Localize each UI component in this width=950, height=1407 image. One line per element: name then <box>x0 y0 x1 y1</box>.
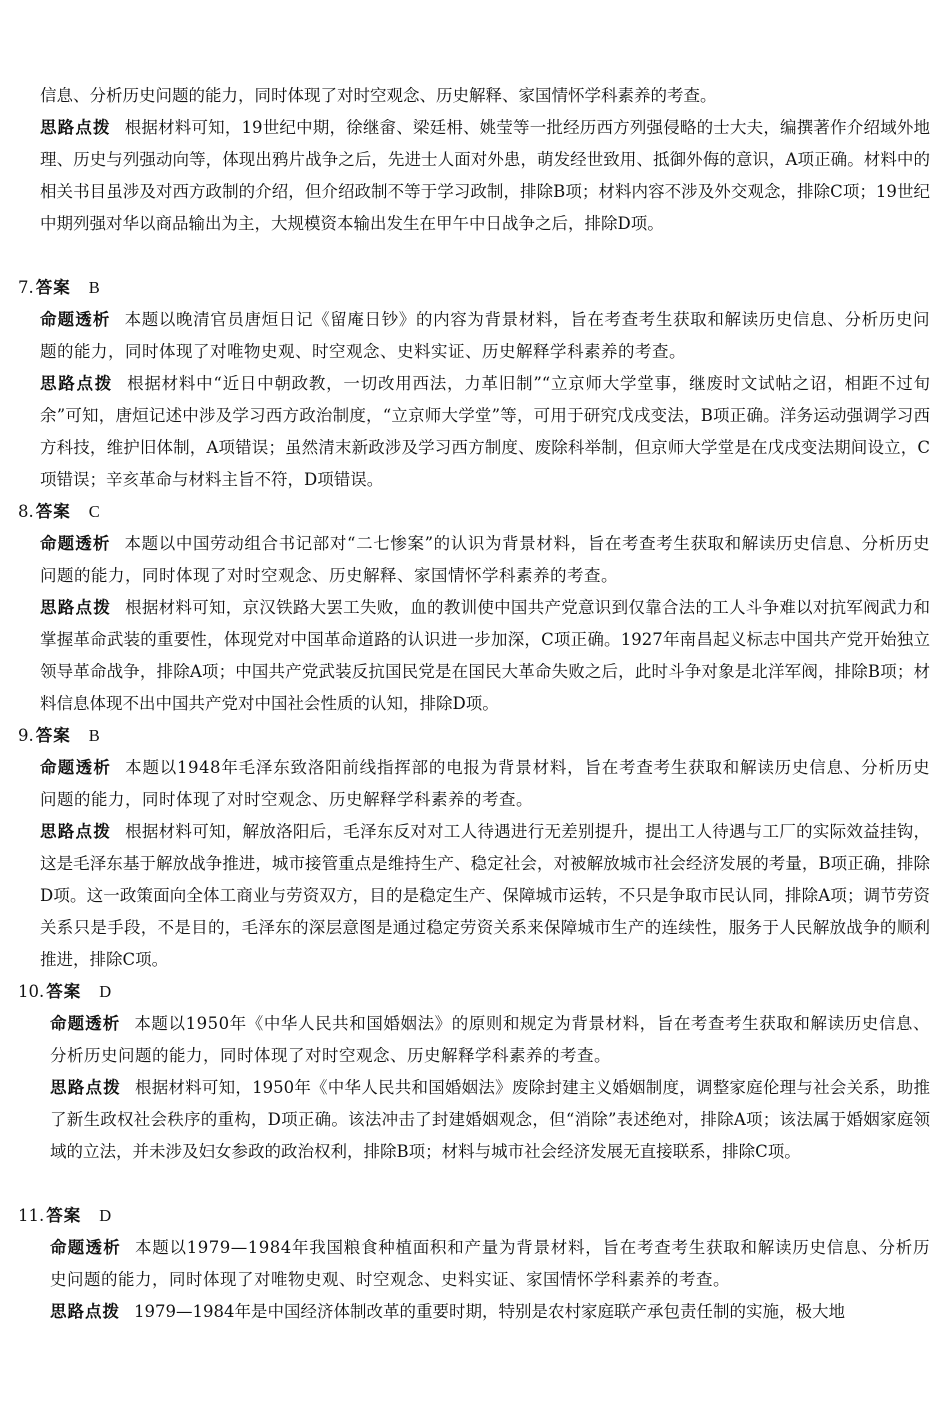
analysis-label: 思路点拨 <box>40 822 112 841</box>
question-number: 10. <box>18 982 45 1001</box>
question-10-answer-row <box>18 976 111 1008</box>
answer-value: D <box>99 982 112 1001</box>
intent-text: 本题以中国劳动组合书记部对“二七惨案”的认识为背景材料，旨在考查考生获取和解读历史信息、分析历史问题的能力，同时体现了对时空观念、历史解释、家国情怀学科素养的考查。 <box>40 534 930 585</box>
question-number: 7. <box>18 278 34 297</box>
question-number: 8. <box>18 502 34 521</box>
question-10-intent <box>50 1008 930 1072</box>
analysis-text: 1979—1984年是中国经济体制改革的重要时期，特别是农村家庭联产承包责任制的实施，极大地 <box>134 1302 845 1321</box>
intent-label: 命题透析 <box>40 758 112 777</box>
question-number: 11. <box>18 1206 45 1225</box>
question-11-analysis <box>50 1296 930 1328</box>
question-8-answer-row <box>18 496 100 528</box>
question-8-analysis <box>40 592 930 720</box>
question-9-answer-row <box>18 720 100 752</box>
analysis-label: 思路点拨 <box>40 118 111 137</box>
answer-label: 答案 <box>35 502 71 521</box>
intent-text: 本题以1948年毛泽东致洛阳前线指挥部的电报为背景材料，旨在考查考生获取和解读历史信息、分析历史问题的能力，同时体现了对时空观念、历史解释学科素养的考查。 <box>40 758 930 809</box>
answer-label: 答案 <box>46 1206 82 1225</box>
analysis-label: 思路点拨 <box>50 1302 120 1321</box>
question-7-intent <box>40 304 930 368</box>
question-9-intent <box>40 752 930 816</box>
intent-label: 命题透析 <box>50 1014 121 1033</box>
answer-value: C <box>88 502 100 521</box>
answer-value: B <box>88 726 100 745</box>
analysis-label: 思路点拨 <box>50 1078 121 1097</box>
question-7-analysis <box>40 368 930 496</box>
question-7-answer-row <box>18 272 100 304</box>
question-9-analysis <box>40 816 930 976</box>
question-11-answer-row <box>18 1200 111 1232</box>
analysis-text: 根据材料中“近日中朝政教，一切改用西法，力革旧制”“立京师大学堂事，继废时文试帖之诏，相距不过旬余”可知，唐烜记述中涉及学习西方政治制度，“立京师大学堂”等，可用于研究戊戌变法，B项正确。洋务运动强调学习西方科技，维护旧体制，A项错误；虽然清末新政涉及学习西方制度、废除科举制，但京师大学堂是在戊戌变法期间设立，C项错误；辛亥革命与材料主旨不符，D项错误。 <box>40 374 931 489</box>
q6-analysis <box>40 112 930 240</box>
analysis-label: 思路点拨 <box>40 598 112 617</box>
analysis-text: 根据材料可知，解放洛阳后，毛泽东反对对工人待遇进行无差别提升，提出工人待遇与工厂的实际效益挂钩，这是毛泽东基于解放战争推进，城市接管重点是维持生产、稳定社会，对被解放城市社会经济发展的考量，B项正确，排除D项。这一政策面向全体工商业与劳资双方，目的是稳定生产、保障城市运转，不只是争取市民认同，排除A项；调节劳资关系只是手段，不是目的，毛泽东的深层意图是通过稳定劳资关系来保障城市生产的连续性，服务于人民解放战争的顺利推进，排除C项。 <box>40 822 931 969</box>
question-11-intent <box>50 1232 930 1296</box>
intent-label: 命题透析 <box>40 534 111 553</box>
continued-text: 信息、分析历史问题的能力，同时体现了对时空观念、历史解释、家国情怀学科素养的考查。 <box>40 86 717 105</box>
answer-value: B <box>88 278 100 297</box>
question-10-analysis <box>50 1072 930 1168</box>
intent-label: 命题透析 <box>40 310 111 329</box>
answer-label: 答案 <box>35 726 71 745</box>
answer-label: 答案 <box>46 982 82 1001</box>
analysis-text: 根据材料可知，1950年《中华人民共和国婚姻法》废除封建主义婚姻制度，调整家庭伦理与社会关系，助推了新生政权社会秩序的重构，D项正确。该法冲击了封建婚姻观念，但“消除”表述绝对，排除A项；该法属于婚姻家庭领域的立法，并未涉及妇女参政的政治权利，排除B项；材料与城市社会经济发展无直接联系，排除C项。 <box>50 1078 931 1161</box>
analysis-text: 根据材料可知，19世纪中期，徐继畲、梁廷枏、姚莹等一批经历西方列强侵略的士大夫，编撰著作介绍域外地理、历史与列强动向等，体现出鸦片战争之后，先进士人面对外患，萌发经世致用、抵御外侮的意识，A项正确。材料中的相关书目虽涉及对西方政制的介绍，但介绍政制不等于学习政制，排除B项；材料内容不涉及外交观念，排除C项；19世纪中期列强对华以商品输出为主，大规模资本输出发生在甲午中日战争之后，排除D项。 <box>40 118 931 233</box>
question-number: 9. <box>18 726 34 745</box>
analysis-label: 思路点拨 <box>40 374 114 393</box>
intent-text: 本题以1950年《中华人民共和国婚姻法》的原则和规定为背景材料，旨在考查考生获取和解读历史信息、分析历史问题的能力，同时体现了对时空观念、历史解释学科素养的考查。 <box>50 1014 931 1065</box>
answer-label: 答案 <box>35 278 71 297</box>
intent-text: 本题以晚清官员唐烜日记《留庵日钞》的内容为背景材料，旨在考查考生获取和解读历史信息、分析历史问题的能力，同时体现了对唯物史观、时空观念、史料实证、历史解释学科素养的考查。 <box>40 310 931 361</box>
intent-label: 命题透析 <box>50 1238 122 1257</box>
intent-text: 本题以1979—1984年我国粮食种植面积和产量为背景材料，旨在考查考生获取和解读历史信息、分析历史问题的能力，同时体现了对唯物史观、时空观念、史料实证、家国情怀学科素养的考查。 <box>50 1238 931 1289</box>
analysis-text: 根据材料可知，京汉铁路大罢工失败，血的教训使中国共产党意识到仅靠合法的工人斗争难以对抗军阀武力和掌握革命武装的重要性，体现党对中国革命道路的认识进一步加深，C项正确。1927年南昌起义标志中国共产党开始独立领导革命战争，排除A项；中国共产党武装反抗国民党是在国民大革命失败之后，此时斗争对象是北洋军阀，排除B项；材料信息体现不出中国共产党对中国社会性质的认知，排除D项。 <box>40 598 931 713</box>
question-8-intent <box>40 528 930 592</box>
answer-value: D <box>99 1206 112 1225</box>
